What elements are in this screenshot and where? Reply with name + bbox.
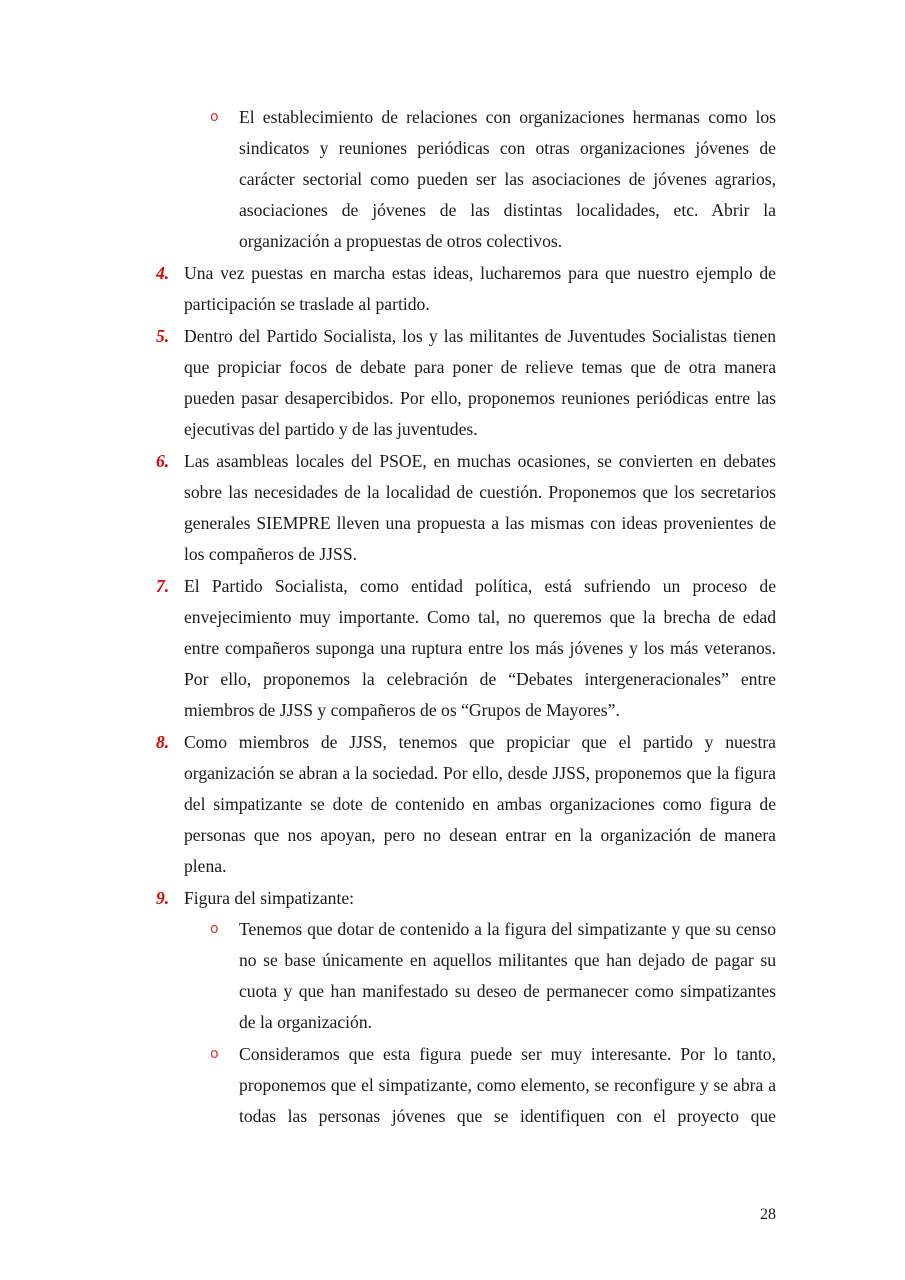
bullet-item: Tenemos que dotar de contenido a la figura del simpatizante y que su censo no se base únicamente en aquellos militantes que han dejado de pagar su cuota y que han manifestado su deseo de permanecer como simpatizantes de la organización. [239,919,776,1033]
numbered-item: Una vez puestas en marcha estas ideas, lucharemos para que nuestro ejemplo de participación se traslade al partido. [184,263,776,315]
numbered-item: Dentro del Partido Socialista, los y las militantes de Juventudes Socialistas tienen que propiciar focos de debate para poner de relieve temas que de otra manera pueden pasar desapercibidos. Por ello, proponemos reuniones periódicas entre las ejecutivas del partido y de las juventudes. [184,326,776,440]
numbered-item: Como miembros de JJSS, tenemos que propiciar que el partido y nuestra organización se abran a la sociedad. Por ello, desde JJSS, proponemos que la figura del simpatizante se dote de contenido en ambas organizaciones como figura de personas que nos apoyan, pero no desean entrar en la organización de manera plena. [184,732,776,877]
page-number: 28 [760,1206,776,1223]
item-number: 7. [156,576,170,596]
bullet-marker: o [210,1046,219,1062]
numbered-item: Las asambleas locales del PSOE, en muchas ocasiones, se convierten en debates sobre las necesidades de la localidad de cuestión. Proponemos que los secretarios generales SIEMPRE lleven una propuesta a las mismas con ideas provenientes de los compañeros de JJSS. [184,451,776,565]
bullet-marker: o [210,921,219,937]
item-number: 6. [156,451,170,471]
numbered-item: Figura del simpatizante: [184,888,355,908]
bullet-item: Consideramos que esta figura puede ser muy interesante. Por lo tanto, proponemos que el simpatizante, como elemento, se reconfigure y se abra a todas las personas jóvenes que se identifiquen con el proyecto que [239,1044,776,1127]
item-number: 9. [156,888,170,908]
item-number: 5. [156,326,170,346]
numbered-item: El Partido Socialista, como entidad política, está sufriendo un proceso de envejecimiento muy importante. Como tal, no queremos que la brecha de edad entre compañeros suponga una ruptura entre los más jóvenes y los más veteranos. Por ello, proponemos la celebración de “Debates intergeneracionales” entre miembros de JJSS y compañeros de os “Grupos de Mayores”. [184,576,776,721]
item-number: 4. [156,263,170,283]
item-number: 8. [156,732,170,752]
bullet-item: El establecimiento de relaciones con organizaciones hermanas como los sindicatos y reuniones periódicas con otras organizaciones jóvenes de carácter sectorial como pueden ser las asociaciones de jóvenes agrarios, asociaciones de jóvenes de las distintas localidades, etc. Abrir la organización a propuestas de otros colectivos. [239,107,776,252]
bullet-marker: o [210,109,219,125]
